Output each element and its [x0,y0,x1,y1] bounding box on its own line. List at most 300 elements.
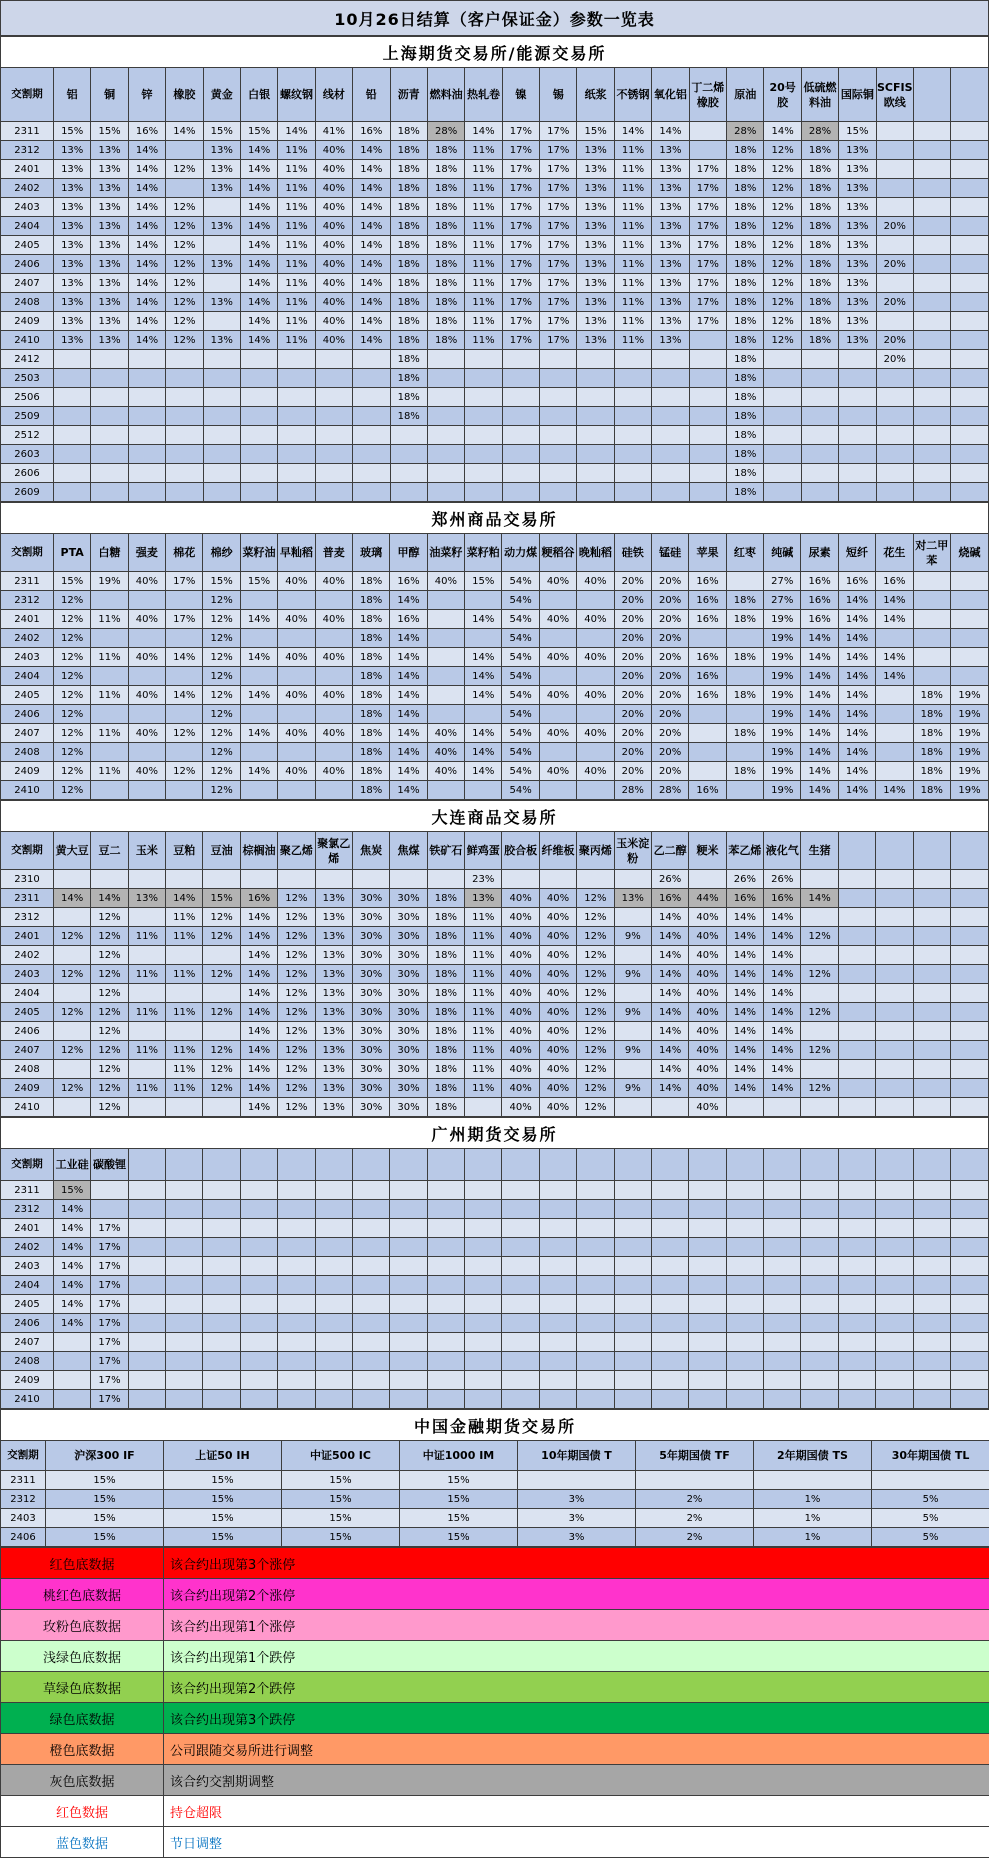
margin-cell: 54% [502,629,539,648]
table-row [1,1238,989,1257]
margin-cell: 18% [727,293,764,312]
product-column-header: 苯乙烯 [726,832,763,870]
margin-cell [951,141,989,160]
margin-cell [951,445,989,464]
margin-cell: 20% [651,667,688,686]
margin-cell: 20% [651,610,688,629]
delivery-period: 2503 [1,369,54,388]
margin-cell [614,426,651,445]
product-column-header: 棉花 [166,534,203,572]
margin-cell: 13% [839,255,876,274]
margin-cell: 14% [801,686,838,705]
margin-cell: 11% [166,927,203,946]
margin-cell: 11% [128,1003,165,1022]
margin-cell: 18% [727,236,764,255]
margin-cell: 17% [91,1219,128,1238]
margin-cell: 40% [539,724,576,743]
margin-cell: 11% [166,908,203,927]
margin-cell [128,1390,165,1409]
margin-cell [614,870,651,889]
delivery-period: 2412 [1,350,54,369]
margin-cell: 40% [577,610,614,629]
delivery-period: 2401 [1,610,54,629]
margin-cell [577,705,614,724]
product-column-header: 热轧卷 [465,68,502,122]
product-column-header: 纸浆 [577,68,614,122]
legend-row [1,1548,989,1579]
margin-cell: 12% [764,179,801,198]
margin-cell: 40% [315,331,352,350]
product-column-header: 铜 [91,68,128,122]
margin-cell: 17% [91,1295,128,1314]
margin-cell: 14% [53,1238,90,1257]
margin-cell [427,388,464,407]
margin-cell: 14% [353,236,390,255]
margin-cell [913,426,950,445]
delivery-period: 2402 [1,1238,54,1257]
margin-cell [278,388,315,407]
margin-cell: 12% [764,274,801,293]
margin-cell: 12% [91,927,128,946]
margin-cell [502,1314,539,1333]
margin-cell [876,1041,913,1060]
margin-cell: 40% [689,1098,726,1117]
margin-cell: 12% [91,1003,128,1022]
margin-cell: 40% [278,762,315,781]
margin-cell: 11% [278,293,315,312]
delivery-period: 2402 [1,629,54,648]
margin-cell [166,1181,203,1200]
margin-cell [876,388,913,407]
margin-cell: 40% [689,1022,726,1041]
delivery-period: 2409 [1,1371,54,1390]
margin-cell: 40% [539,1041,576,1060]
margin-cell: 40% [689,984,726,1003]
margin-cell [502,483,539,502]
margin-cell: 12% [801,1003,838,1022]
margin-cell: 13% [53,236,90,255]
margin-cell [913,1295,950,1314]
margin-cell: 54% [502,667,539,686]
margin-cell: 20% [614,648,651,667]
margin-cell [390,464,427,483]
margin-cell: 9% [614,965,651,984]
margin-cell: 14% [353,217,390,236]
margin-cell [203,984,240,1003]
margin-cell [502,870,539,889]
margin-cell: 15% [203,122,240,141]
margin-cell: 13% [465,889,502,908]
product-column-header: 碳酸锂 [91,1149,128,1181]
margin-cell: 40% [539,1079,576,1098]
margin-cell: 11% [465,927,502,946]
margin-cell: 14% [390,705,427,724]
margin-cell [839,426,876,445]
product-column-header: 10年期国债 T [518,1441,636,1471]
margin-cell [913,927,950,946]
margin-cell [913,984,950,1003]
margin-cell: 40% [427,724,464,743]
margin-cell [315,1276,352,1295]
margin-cell: 30% [352,1098,389,1117]
margin-cell: 13% [53,179,90,198]
margin-cell [764,407,801,426]
margin-cell: 54% [502,686,539,705]
margin-cell: 14% [465,610,502,629]
margin-cell: 15% [164,1509,282,1528]
margin-cell: 11% [465,274,502,293]
margin-cell [950,1200,988,1219]
margin-cell: 13% [839,236,876,255]
margin-cell: 11% [278,217,315,236]
margin-cell: 12% [764,236,801,255]
margin-cell [801,946,838,965]
margin-cell: 12% [577,1003,614,1022]
margin-cell [801,464,838,483]
margin-cell: 18% [390,331,427,350]
product-column-header: 镍 [502,68,539,122]
product-column-header: 烧碱 [950,534,988,572]
margin-cell: 14% [353,255,390,274]
exchange-name: 大连商品交易所 [1,801,989,832]
margin-cell: 12% [53,705,90,724]
product-column-header: 锡 [540,68,577,122]
margin-cell [876,1371,913,1390]
margin-cell: 16% [689,781,726,800]
margin-cell [801,1238,838,1257]
margin-cell: 44% [689,889,726,908]
margin-cell [128,407,165,426]
margin-cell: 16% [689,572,726,591]
margin-cell [53,1098,90,1117]
margin-cell: 20% [651,572,688,591]
margin-cell [390,1219,427,1238]
margin-cell [614,1352,651,1371]
margin-cell: 15% [839,122,876,141]
margin-cell: 20% [651,591,688,610]
legend-row [1,1765,989,1796]
margin-cell [614,369,651,388]
margin-cell: 12% [91,1041,128,1060]
margin-cell [577,1181,614,1200]
margin-cell: 13% [577,179,614,198]
margin-cell [754,1471,872,1490]
margin-cell: 3% [518,1509,636,1528]
margin-cell: 12% [53,1079,90,1098]
margin-cell: 18% [913,705,950,724]
margin-cell [801,388,838,407]
margin-cell: 40% [315,686,352,705]
table-row [1,198,989,217]
margin-cell: 18% [427,965,464,984]
margin-cell: 18% [352,648,389,667]
margin-cell: 12% [166,255,203,274]
margin-cell: 18% [727,255,764,274]
margin-cell: 14% [838,762,875,781]
margin-cell [950,1003,988,1022]
margin-cell [764,445,801,464]
margin-cell [689,1352,726,1371]
margin-cell [502,407,539,426]
table-row [1,293,989,312]
margin-cell: 18% [427,984,464,1003]
margin-cell: 14% [801,648,838,667]
margin-cell [427,1295,464,1314]
margin-cell [689,445,726,464]
margin-cell [278,464,315,483]
margin-cell: 18% [727,274,764,293]
margin-cell: 13% [91,198,128,217]
margin-cell [726,743,763,762]
margin-cell: 13% [315,946,352,965]
product-column-header: 粳稻谷 [539,534,576,572]
margin-cell [651,1257,688,1276]
margin-cell: 40% [539,610,576,629]
margin-cell [315,1257,352,1276]
margin-cell: 54% [502,610,539,629]
margin-cell: 14% [353,198,390,217]
margin-cell [689,464,726,483]
margin-cell [128,483,165,502]
margin-cell: 19% [950,781,988,800]
margin-cell [278,426,315,445]
margin-cell [801,1022,838,1041]
margin-cell: 11% [614,331,651,350]
margin-cell [240,705,277,724]
product-column-header: 红枣 [726,534,763,572]
margin-cell [913,179,950,198]
margin-cell: 12% [203,686,240,705]
margin-cell: 11% [465,293,502,312]
margin-cell [53,1352,90,1371]
margin-cell: 12% [278,965,315,984]
margin-cell [91,591,128,610]
margin-cell [913,629,950,648]
margin-cell: 14% [651,1041,688,1060]
margin-cell: 19% [764,724,801,743]
margin-cell [427,1238,464,1257]
margin-cell: 16% [726,889,763,908]
delivery-period: 2406 [1,705,54,724]
column-header-row [1,68,989,122]
delivery-period: 2403 [1,648,54,667]
margin-cell: 12% [53,743,90,762]
margin-cell [427,870,464,889]
margin-cell: 41% [315,122,352,141]
margin-cell [353,426,390,445]
margin-cell [614,1390,651,1409]
product-column-header: 聚乙烯 [278,832,315,870]
margin-cell [801,426,838,445]
margin-cell: 14% [240,198,277,217]
product-column-header: 液化气 [764,832,801,870]
margin-cell: 18% [427,331,464,350]
margin-cell [614,1276,651,1295]
margin-cell [427,445,464,464]
legend-row [1,1734,989,1765]
margin-cell: 18% [427,217,464,236]
margin-cell [689,1238,726,1257]
margin-cell [203,1257,240,1276]
table-row [1,781,989,800]
margin-cell: 16% [651,889,688,908]
margin-cell: 14% [726,927,763,946]
margin-cell [726,667,763,686]
margin-cell [951,483,989,502]
margin-cell [540,407,577,426]
margin-cell [651,1219,688,1238]
table-row [1,1295,989,1314]
delivery-period: 2402 [1,946,54,965]
margin-cell: 13% [315,1060,352,1079]
margin-cell: 20% [651,762,688,781]
margin-cell [913,369,950,388]
margin-cell [91,1181,128,1200]
margin-cell [427,1181,464,1200]
product-column-header [465,1149,502,1181]
product-column-header [913,832,950,870]
margin-cell: 18% [427,946,464,965]
margin-cell: 13% [203,331,240,350]
margin-cell [427,1200,464,1219]
margin-cell: 13% [91,141,128,160]
margin-cell: 14% [726,1022,763,1041]
margin-cell: 17% [689,255,726,274]
margin-cell [950,1333,988,1352]
margin-cell: 14% [801,762,838,781]
margin-cell: 14% [801,889,838,908]
margin-cell [315,1295,352,1314]
margin-cell: 12% [91,1060,128,1079]
margin-cell: 15% [577,122,614,141]
margin-cell [166,781,203,800]
margin-cell: 15% [46,1471,164,1490]
margin-cell [240,426,277,445]
margin-cell: 11% [465,1003,502,1022]
delivery-period: 2407 [1,1333,54,1352]
margin-cell: 14% [838,667,875,686]
product-column-header [876,1149,913,1181]
margin-cell [689,122,726,141]
margin-cell: 20% [876,255,913,274]
product-column-header: 硅铁 [614,534,651,572]
margin-cell [651,1314,688,1333]
delivery-period: 2603 [1,445,54,464]
margin-cell [614,946,651,965]
margin-cell: 14% [651,908,688,927]
margin-cell [352,1238,389,1257]
margin-cell [315,445,352,464]
margin-cell [465,1352,502,1371]
margin-cell [801,1314,838,1333]
product-column-header [876,832,913,870]
margin-cell: 14% [390,743,427,762]
margin-cell [203,1333,240,1352]
margin-cell: 13% [577,255,614,274]
margin-cell: 16% [689,610,726,629]
table-row [1,179,989,198]
margin-cell [801,1295,838,1314]
margin-cell [764,1276,801,1295]
margin-cell [278,1238,315,1257]
margin-cell [465,369,502,388]
margin-cell [913,217,950,236]
margin-cell [352,1314,389,1333]
margin-cell: 14% [465,648,502,667]
margin-cell: 17% [689,274,726,293]
product-column-header [577,1149,614,1181]
margin-cell [539,1219,576,1238]
margin-cell [764,1333,801,1352]
margin-cell [128,591,165,610]
table-row [1,350,989,369]
margin-cell [876,927,913,946]
margin-cell: 12% [577,946,614,965]
margin-cell [278,1257,315,1276]
product-column-header: 花生 [876,534,913,572]
margin-cell: 12% [203,908,240,927]
exchange-name: 上海期货交易所/能源交易所 [1,37,989,68]
table-row [1,1490,989,1509]
margin-cell: 12% [166,274,203,293]
exchange-table-czce [0,502,989,800]
product-column-header: 强麦 [128,534,165,572]
delivery-period: 2406 [1,1314,54,1333]
margin-cell [950,610,988,629]
margin-cell [577,350,614,369]
exchange-table-gfex [0,1117,989,1409]
margin-cell [203,1295,240,1314]
exchange-name: 广州期货交易所 [1,1118,989,1149]
margin-cell: 54% [502,743,539,762]
margin-cell [203,236,240,255]
margin-cell: 15% [164,1471,282,1490]
margin-cell: 18% [427,274,464,293]
margin-cell: 11% [91,648,128,667]
margin-cell: 16% [240,889,277,908]
margin-cell: 18% [427,908,464,927]
margin-cell [689,870,726,889]
margin-cell [166,743,203,762]
margin-cell: 18% [801,141,838,160]
margin-cell: 18% [727,198,764,217]
margin-cell: 14% [240,984,277,1003]
column-header-row [1,1149,989,1181]
table-row [1,388,989,407]
table-row [1,1333,989,1352]
margin-cell: 12% [577,1060,614,1079]
margin-cell: 12% [801,965,838,984]
margin-cell: 30% [390,1041,427,1060]
margin-cell [128,1022,165,1041]
table-row [1,591,989,610]
margin-cell [951,274,989,293]
product-column-header: 铝 [53,68,90,122]
margin-cell [838,927,875,946]
margin-cell: 14% [240,965,277,984]
margin-cell [689,350,726,369]
margin-cell: 11% [166,1060,203,1079]
margin-cell [465,350,502,369]
margin-cell: 13% [315,927,352,946]
legend-label: 蓝色数据 [1,1827,164,1858]
margin-cell: 5% [872,1509,989,1528]
margin-cell: 30% [390,908,427,927]
margin-cell [950,1238,988,1257]
product-column-header: 豆二 [91,832,128,870]
margin-cell [166,350,203,369]
margin-cell: 54% [502,705,539,724]
